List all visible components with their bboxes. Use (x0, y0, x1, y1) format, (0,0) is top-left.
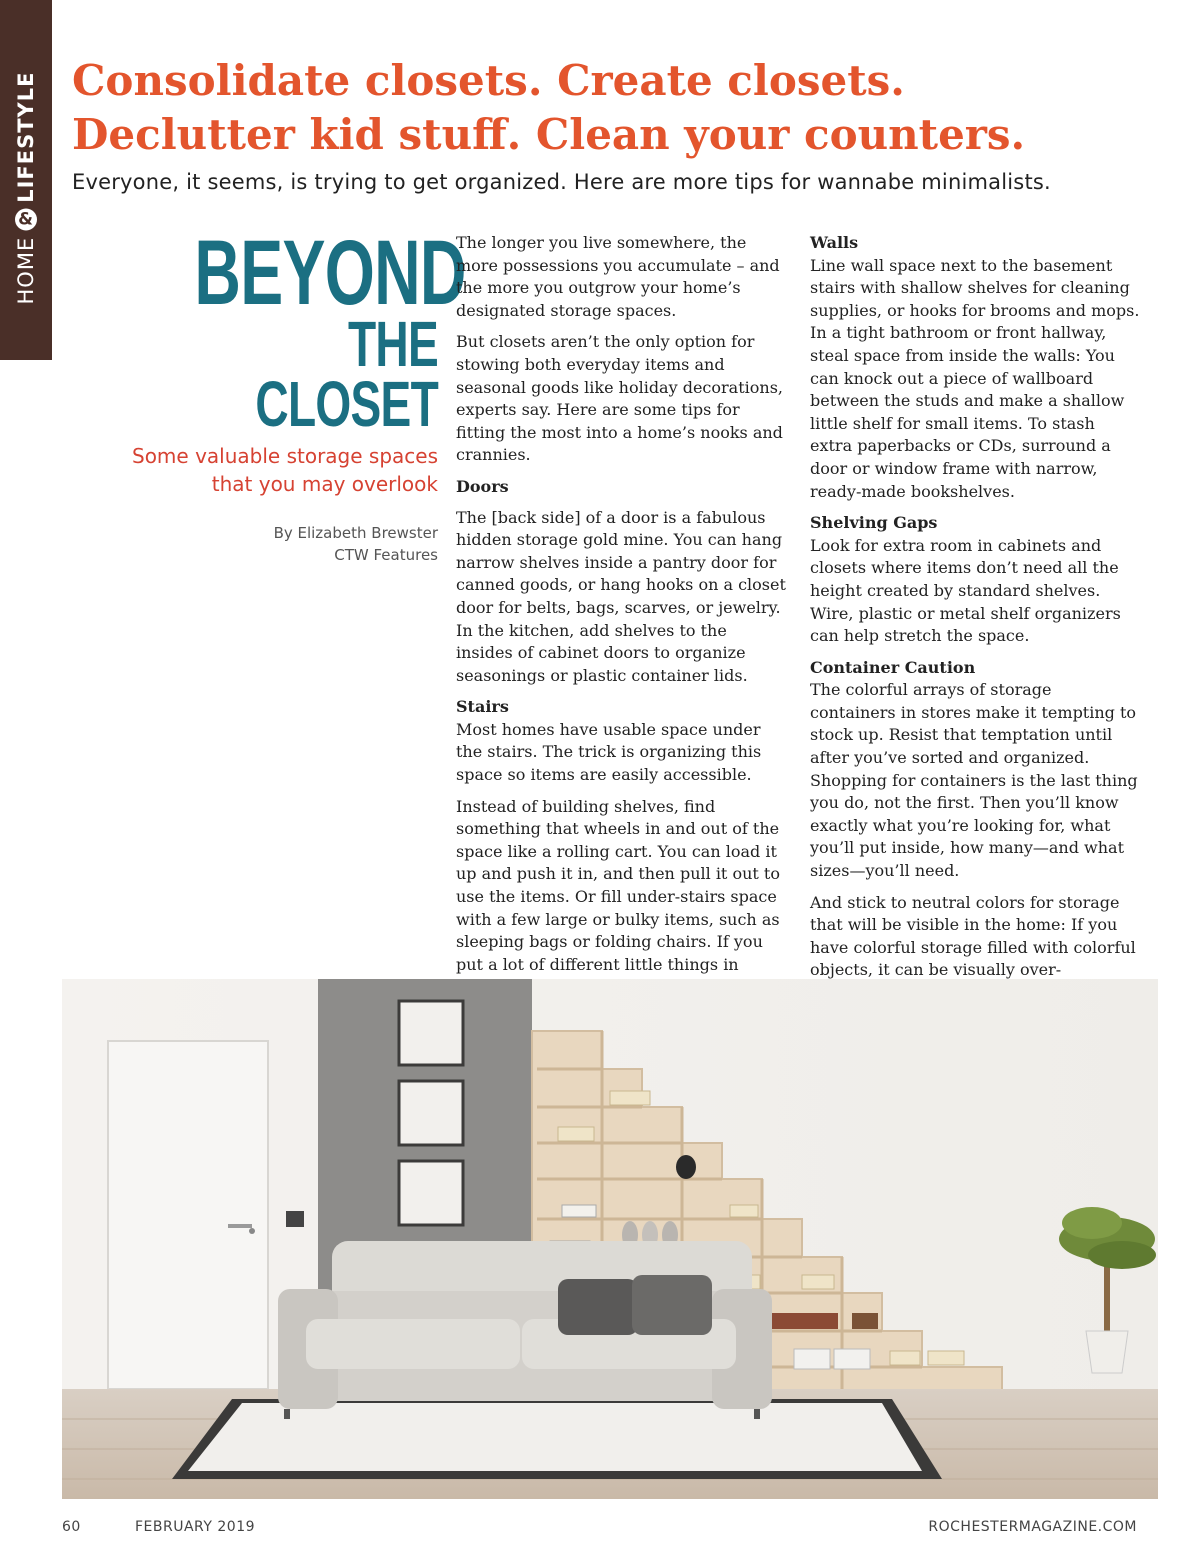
article-subtitle (90, 442, 438, 498)
page-headline (72, 54, 1172, 162)
door (108, 1041, 268, 1389)
article-title-block (90, 222, 466, 566)
headline-line-2: Declutter kid stuff. Clean your counters. (72, 110, 1026, 159)
living-room-photo (62, 979, 1158, 1499)
page-dek: Everyone, it seems, is trying to get organized. Here are more tips for wannabe minimalists. (72, 170, 1051, 194)
section-tab (0, 0, 52, 360)
doors-heading: Doors (456, 476, 509, 496)
issue-date: FEBRUARY 2019 (135, 1519, 256, 1535)
picture-frame-3 (399, 1161, 463, 1225)
ampersand-icon: & (15, 209, 37, 231)
storage-box-2 (834, 1349, 870, 1369)
shelving-gaps-heading: Shelving Gaps (810, 513, 938, 533)
walls-paragraph: Line wall space next to the basement stairs with shallow shelves for cleaning supplies, or hooks for brooms and mops. In a tight bathroom or front hallway, steal space from inside the walls: You can knock out a piece of wallboard between the studs and make a shallow little shelf for small items. To stash extra paperbacks or CDs, surround a door or window frame with narrow, ready-made bookshelves. (810, 255, 1140, 501)
walls-heading: Walls (810, 233, 859, 252)
door-lock (249, 1228, 255, 1234)
intro-paragraph-2: But closets aren’t the only option for stowing both everyday items and seasonal goods like holiday decorations, experts say. Here are some tips for fitting the most into a home’s nooks and crannies. (456, 332, 783, 465)
picture-frame-2 (399, 1081, 463, 1145)
container-caution-paragraph-1: The colorful arrays of storage containers in stores make it tempting to stock up. Resist that temptation until after you’ve sorted and organized. Shopping for containers is the last thing you do, not the first. Then you’ll know exactly what you’re looking for, what you’ll put inside, how many—and what sizes—you’ll need. (810, 680, 1138, 881)
byline-source: CTW Features (334, 546, 438, 564)
article-column-2 (810, 232, 1140, 1014)
section-tab-label (14, 72, 38, 305)
stairs-paragraph-1: Most homes have usable space under the stairs. The trick is organizing this space so items are easily accessible. (456, 719, 762, 785)
stairs-paragraph-2: Instead of building shelves, find something that wheels in and out of the space like a rolling cart. You can load it up and push it in, and then pull it out to use the items. Or fill under-stairs space with a few large or bulky items, such as sleeping bags or folding chairs. If you put a lot of different little things in (456, 796, 780, 974)
container-caution-heading: Container Caution (810, 657, 976, 677)
door-handle (228, 1224, 252, 1228)
article-title-line-2: THE CLOSET (255, 308, 438, 440)
picture-frame-1 (399, 1001, 463, 1065)
byline-author: By Elizabeth Brewster (273, 524, 438, 542)
storage-box-1 (794, 1349, 830, 1369)
sofa (278, 1241, 772, 1419)
shelving-gaps-paragraph: Look for extra room in cabinets and closets where items don’t need all the height created by standard shelves. Wire, plastic or metal shelf organizers can help stretch the space. (810, 535, 1121, 646)
section-tab-lifestyle: LIFESTYLE (14, 71, 38, 203)
subtitle-line-2: that you may overlook (211, 472, 438, 496)
page-number: 60 (62, 1519, 81, 1535)
container-caution-paragraph-2: And stick to neutral colors for storage that will be visible in the home: If you have colorful storage filled with colorful objects, it can be visually over- (810, 892, 1136, 980)
article-title-line-1: BEYOND (194, 222, 466, 324)
rug (188, 1403, 922, 1471)
doors-paragraph: The [back side] of a door is a fabulous hidden storage gold mine. You can hang narrow shelves inside a pantry door for canned goods, or hang hooks on a closet door for belts, bags, scarves, or jewelry. In the kitchen, add shelves to the insides of cabinet doors to organize seasonings or plastic container lids. (456, 507, 786, 685)
subtitle-line-1: Some valuable storage spaces (132, 444, 438, 468)
light-switch (286, 1211, 304, 1227)
intro-paragraph-1: The longer you live somewhere, the more possessions you accumulate – and the more you outgrow your home’s designated storage spaces. (456, 233, 780, 320)
headline-line-1: Consolidate closets. Create closets. (72, 56, 905, 105)
website-url: ROCHESTERMAGAZINE.COM (928, 1519, 1137, 1535)
article-column-1 (456, 232, 786, 1008)
stairs-heading: Stairs (456, 697, 509, 717)
section-tab-home: HOME (14, 236, 38, 305)
byline (90, 522, 438, 566)
